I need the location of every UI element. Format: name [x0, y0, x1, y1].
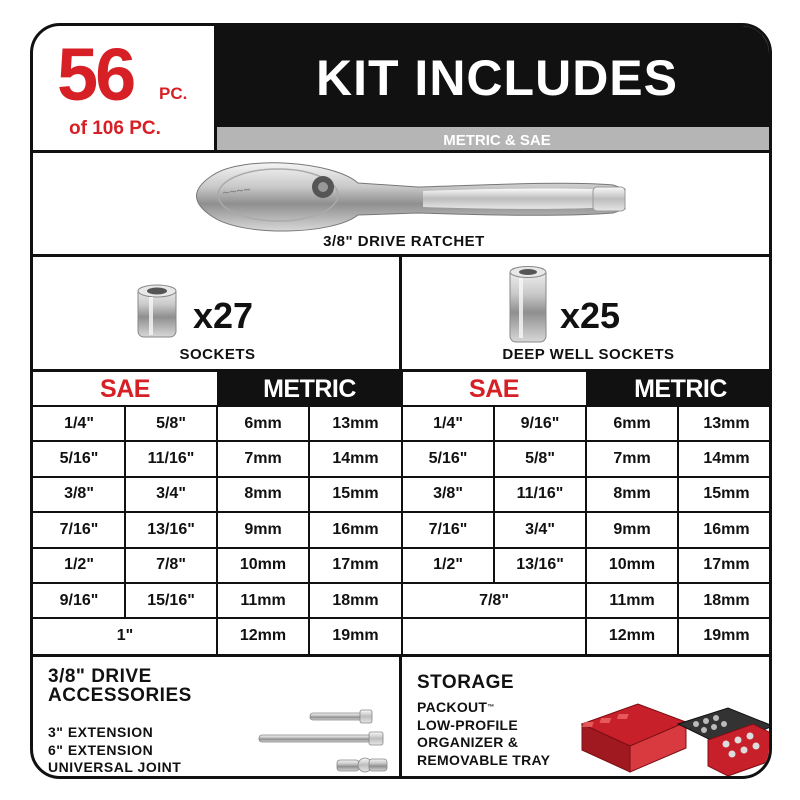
socket-icon [135, 283, 179, 341]
sae-size-cell: 11/16" [147, 450, 195, 468]
sae-size-cell: 13/16" [147, 520, 195, 538]
trademark-mark: ™ [487, 704, 495, 711]
sae-size-cell: 3/8" [64, 485, 94, 503]
deep-socket-count: x25 [560, 295, 621, 336]
sae-size-cell: 13/16" [516, 556, 564, 574]
socket-count: x27 [193, 295, 254, 336]
accessories-list [48, 724, 181, 777]
sae-size-cell: 1/2" [64, 556, 94, 574]
total-piece-count: of 106 PC. [69, 118, 161, 139]
grid-line [124, 406, 126, 618]
metric-size-cell: 9mm [244, 520, 282, 538]
extensions-icon [255, 707, 395, 779]
sae-size-cell: 11/16" [516, 485, 564, 503]
ratchet-section [33, 153, 772, 257]
grid-line [216, 406, 218, 654]
grid-line [401, 372, 403, 654]
grid-line [677, 406, 679, 654]
sockets-label: SOCKETS [179, 346, 256, 363]
piece-count-unit: PC. [159, 84, 188, 103]
storage-line1: PACKOUT [417, 699, 488, 715]
sae-size-cell: 1/2" [433, 556, 463, 574]
sae-size-cell: 7/8" [156, 556, 186, 574]
storage-title: STORAGE [417, 672, 515, 693]
metric-size-cell: 8mm [613, 485, 651, 503]
metric-size-cell: 7mm [244, 450, 282, 468]
grid-line [585, 406, 587, 654]
sae-size-cell: 1" [116, 627, 134, 645]
piece-count-box [33, 26, 217, 153]
sae-header: SAE [33, 372, 217, 406]
metric-size-cell: 10mm [239, 556, 287, 574]
organizer-icon [578, 694, 772, 779]
metric-header: METRIC [217, 372, 402, 406]
metric-size-cell: 6mm [244, 414, 282, 432]
metric-size-cell: 15mm [332, 485, 379, 503]
metric-size-cell: 6mm [613, 414, 651, 432]
metric-size-cell: 12mm [239, 627, 287, 645]
sae-size-cell: 7/16" [59, 520, 99, 538]
accessories-section [33, 657, 402, 779]
metric-size-cell: 11mm [240, 591, 286, 609]
metric-size-cell: 12mm [608, 627, 656, 645]
storage-line4: REMOVABLE TRAY [417, 751, 551, 768]
sae-size-cell: 1/4" [64, 414, 94, 432]
accessories-title [48, 667, 192, 705]
metric-size-cell: 13mm [332, 414, 379, 432]
svg-text:~~~~: ~~~~ [221, 182, 252, 200]
sae-size-cell: 5/8" [525, 450, 555, 468]
accessory-item: UNIVERSAL JOINT [48, 759, 182, 775]
storage-description [417, 699, 550, 769]
sae-size-cell: 3/8" [433, 485, 463, 503]
sae-size-cell: 9/16" [520, 414, 560, 432]
piece-count: 56 [57, 33, 134, 116]
accessories-title-line1: 3/8" DRIVE [48, 666, 152, 687]
sockets-section [33, 257, 402, 372]
metric-size-cell: 17mm [703, 556, 750, 574]
metric-size-cell: 19mm [703, 627, 750, 645]
accessory-item: 6" EXTENSION [48, 741, 154, 758]
deep-sockets-label: DEEP WELL SOCKETS [502, 346, 675, 363]
metric-size-cell: 13mm [703, 414, 750, 432]
sae-size-cell: 9/16" [59, 591, 99, 609]
sae-size-cell: 15/16" [147, 591, 195, 609]
ratchet-icon [183, 157, 633, 232]
metric-size-cell: 8mm [244, 485, 282, 503]
metric-size-cell: 14mm [703, 450, 750, 468]
metric-size-cell: 11mm [609, 591, 655, 609]
deep-socket-icon [507, 264, 549, 346]
sae-size-cell: 7/8" [479, 591, 509, 609]
grid-line [493, 406, 495, 583]
storage-line2: LOW-PROFILE [417, 716, 519, 733]
metric-size-cell: 15mm [703, 485, 750, 503]
metric-size-cell: 7mm [613, 450, 651, 468]
sae-size-cell: 5/16" [428, 450, 468, 468]
page-title: KIT INCLUDES [217, 26, 772, 127]
sae-size-cell: 7/16" [428, 520, 468, 538]
kit-card [30, 23, 772, 779]
sae-size-cell: 5/16" [59, 450, 99, 468]
sae-size-cell: 3/4" [525, 520, 555, 538]
metric-size-cell: 17mm [332, 556, 379, 574]
page-subtitle: METRIC & SAE [217, 127, 772, 153]
sae-size-cell: 1/4" [433, 414, 463, 432]
sae-header: SAE [402, 372, 586, 406]
ratchet-label: 3/8" DRIVE RATCHET [323, 233, 485, 250]
storage-line3: ORGANIZER & [417, 734, 519, 750]
metric-size-cell: 16mm [703, 520, 750, 538]
metric-size-cell: 9mm [613, 520, 651, 538]
metric-size-cell: 10mm [608, 556, 656, 574]
sae-size-cell: 3/4" [156, 485, 186, 503]
accessories-title-line2: ACCESSORIES [48, 685, 192, 706]
metric-size-cell: 18mm [332, 591, 379, 609]
metric-header: METRIC [586, 372, 772, 406]
metric-size-cell: 19mm [332, 627, 379, 645]
metric-size-cell: 18mm [703, 591, 750, 609]
sae-size-cell: 5/8" [156, 414, 186, 432]
accessory-item: 3" EXTENSION [48, 724, 154, 740]
metric-size-cell: 16mm [332, 520, 379, 538]
grid-line [308, 406, 310, 654]
metric-size-cell: 14mm [332, 450, 379, 468]
deep-well-sockets-section [402, 257, 772, 372]
size-table [33, 372, 772, 654]
bottom-section [33, 654, 772, 779]
